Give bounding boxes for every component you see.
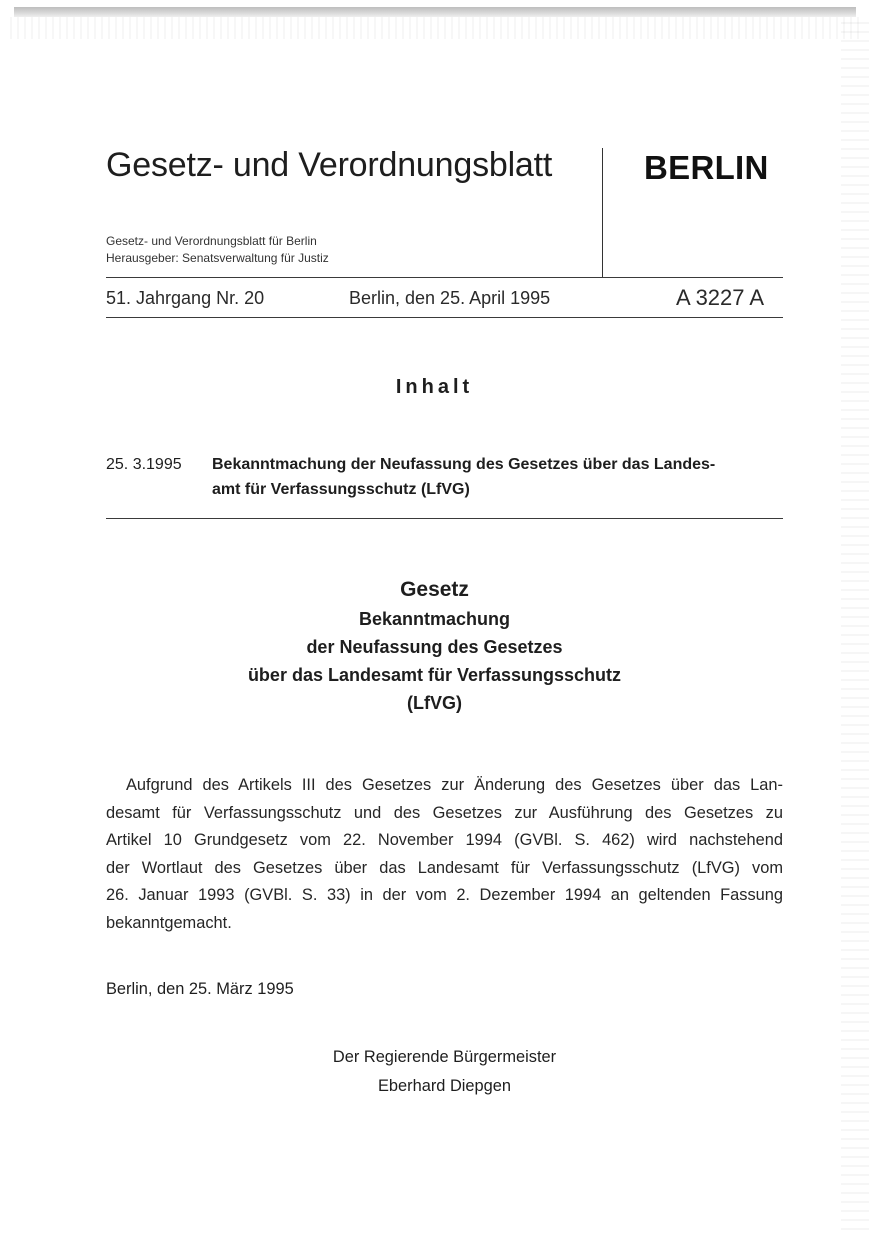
masthead-rule xyxy=(106,277,783,278)
body-line-6: bekanntgemacht. xyxy=(106,914,232,932)
state-name: BERLIN xyxy=(644,149,769,186)
publisher: Herausgeber: Senatsverwaltung für Justiz xyxy=(106,251,329,265)
body-line-2: desamt für Verfassungsschutz und des Gesetzes zur Ausführung des Gesetzes zu xyxy=(106,804,783,822)
masthead-divider xyxy=(602,148,603,277)
gazette-title: Gesetz- und Verordnungsblatt xyxy=(106,146,553,184)
toc-entry-date: 25. 3.1995 xyxy=(106,456,182,473)
law-heading-line-1: Gesetz xyxy=(400,578,469,601)
issue-number: 51. Jahrgang Nr. 20 xyxy=(106,288,265,308)
scan-shadow-band xyxy=(14,7,856,17)
issue-code: A 3227 A xyxy=(676,285,765,310)
toc-entry-title-line-2: amt für Verfassungsschutz (LfVG) xyxy=(212,481,470,498)
signatory-name: Eberhard Diepgen xyxy=(377,1077,512,1095)
contents-rule xyxy=(106,518,783,519)
toc-entry-title-line-1: Bekanntmachung der Neufassung des Gesetzes über das Landes- xyxy=(212,456,716,473)
body-line-4: der Wortlaut des Gesetzes über das Landesamt für Verfassungsschutz (LfVG) vom xyxy=(106,859,783,877)
law-heading-line-3: der Neufassung des Gesetzes xyxy=(306,637,563,657)
law-heading-line-5: (LfVG) xyxy=(407,693,462,713)
signatory-title: Der Regierende Bürgermeister xyxy=(332,1048,557,1066)
body-line-5: 26. Januar 1993 (GVBl. S. 33) in der vom 2. Dezember 1994 an geltenden Fassung xyxy=(106,886,783,904)
body-line-1: Aufgrund des Artikels III des Gesetzes zur Änderung des Gesetzes über das Lan- xyxy=(126,776,783,794)
issue-date: Berlin, den 25. April 1995 xyxy=(349,288,551,308)
contents-heading: Inhalt xyxy=(395,376,474,398)
signing-place-date: Berlin, den 25. März 1995 xyxy=(106,980,294,998)
scan-noise xyxy=(10,17,860,39)
body-line-3: Artikel 10 Grundgesetz vom 22. November 1994 (GVBl. S. 462) wird nachstehend xyxy=(106,831,783,849)
issue-rule xyxy=(106,317,783,318)
law-heading-line-4: über das Landesamt für Verfassungsschutz xyxy=(247,665,622,685)
publication-name: Gesetz- und Verordnungsblatt für Berlin xyxy=(106,234,317,248)
law-heading-line-2: Bekanntmachung xyxy=(358,609,511,629)
